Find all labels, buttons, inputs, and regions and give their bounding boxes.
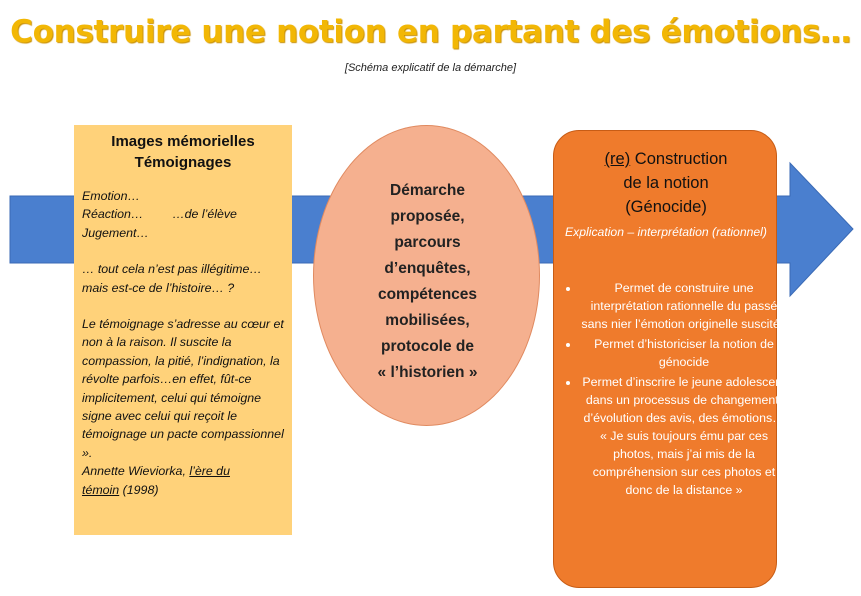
citation-year: (1998) [119,482,159,497]
eleve-text: …de l’élève [172,207,237,222]
quote-text: Le témoignage s’adresse au cœur et non à la raison. Il suscite la compassion, la pitié, l’indignation, la révolte parfois…en effet, fût-ce implicitement, celui qui témoigne signe avec celui qui reçoit le témoignage un pacte compassionnel ». [82,317,284,460]
jugement-line: Jugement… [82,225,149,240]
left-box-body [82,187,284,499]
page-title: Construire une notion en partant des émotions… [10,14,851,50]
reconstruction-box [553,130,787,588]
memory-images-box [74,125,292,535]
page-subtitle: [Schéma explicatif de la démarche] [344,62,517,74]
left-box-heading [82,131,284,173]
list-item: • Permet d’historiciser la notion de génocide [580,335,788,371]
citation-book-part-1: l’ère du [189,464,230,479]
right-heading-line-1 [554,147,778,171]
citation-book-part-2: témoin [82,482,120,497]
method-ellipse-text [314,178,541,386]
illegitime-line-2: mais est-ce de l’histoire… ? [82,280,235,295]
right-heading-line-3: (Génocide) [625,198,707,216]
list-item: • Permet de construire une interprétation rationnelle du passé sans nier l’émotion originelle suscitée [580,279,788,333]
emotion-line: Emotion… [82,189,140,203]
illegitime-line-1: … tout cela n’est pas illégitime… [82,262,262,277]
construction-word: Construction [630,150,728,168]
ellipse-line: proposée, [390,208,465,225]
reaction-line [82,205,284,223]
ellipse-line: compétences [377,286,478,303]
left-heading-line-1: Images mémorielles [111,133,255,150]
ellipse-line: d’enquêtes, [384,260,471,277]
ellipse-line: mobilisées, [385,312,470,329]
ellipse-line: parcours [394,234,461,251]
list-item: • Permet d’inscrire le jeune adolescent dans un processus de changement, d’évolution des avis, des émotions… « Je suis toujours ému par ces photos, mais j’ai mis de la compréhension sur ces photos et donc de la distance » [580,373,788,499]
left-heading-line-2: Témoignages [134,154,232,171]
method-ellipse [313,125,540,426]
right-box-subheading: Explication – interprétation (rationnel) [565,225,767,239]
right-heading-line-2: de la notion [623,174,709,192]
re-prefix: (re) [604,150,631,168]
ellipse-line: protocole de [380,338,474,355]
ellipse-line: Démarche [390,182,465,199]
ellipse-line: « l’historien » [377,364,478,381]
right-box-heading [554,147,778,219]
reaction-text: Réaction… [82,207,144,222]
citation-author: Annette Wieviorka, [82,464,190,479]
benefits-list [566,279,788,501]
citation [82,462,284,499]
